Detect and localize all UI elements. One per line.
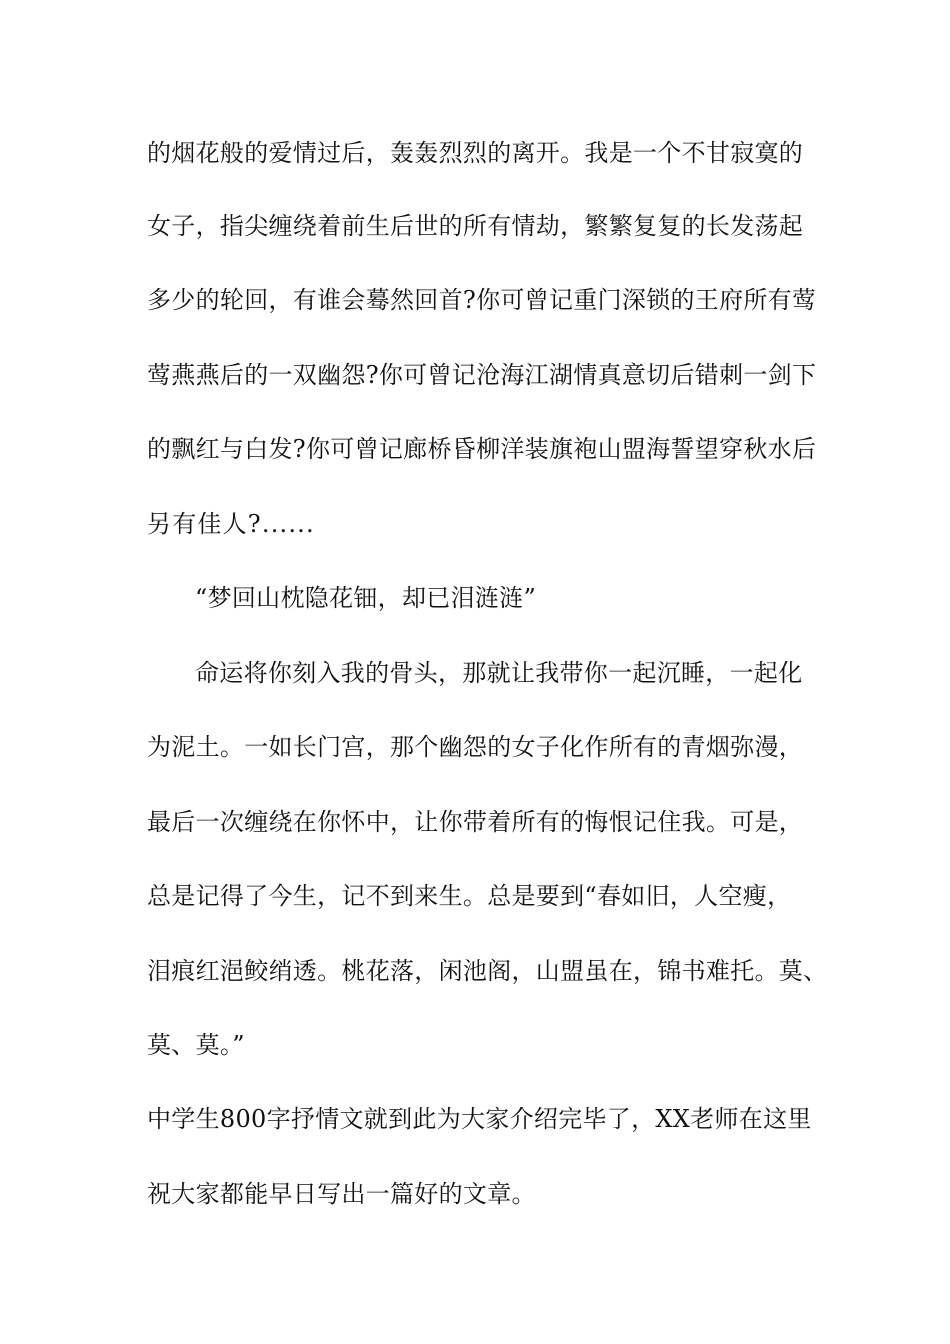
paragraph-2-line-2: 为泥土。一如长门宫，那个幽怨的女子化作所有的青烟弥漫， xyxy=(147,733,804,761)
paragraph-2-line-3: 最后一次缠绕在你怀中，让你带着所有的悔恨记住我。可是， xyxy=(147,808,804,836)
paragraph-1-line-6: 另有佳人?...... xyxy=(147,510,315,538)
closing-line-2: 祝大家都能早日写出一篇好的文章。 xyxy=(147,1180,536,1208)
paragraph-1-line-4: 莺燕燕后的一双幽怨?你可曾记沧海江湖情真意切后错刺一剑下 xyxy=(147,361,817,389)
paragraph-1-line-1: 的烟花般的爱情过后，轰轰烈烈的离开。我是一个不甘寂寞的 xyxy=(147,139,804,167)
quote-line: “梦回山枕隐花钿，却已泪涟涟” xyxy=(195,584,537,612)
paragraph-2-line-5: 泪痕红浥鲛绡透。桃花落，闲池阁，山盟虽在，锦书难托。莫、 xyxy=(147,957,828,985)
paragraph-1-line-5: 的飘红与白发?你可曾记廊桥昏柳洋装旗袍山盟海誓望穿秋水后 xyxy=(147,435,817,463)
paragraph-1-line-2: 女子，指尖缠绕着前生后世的所有情劫，繁繁复复的长发荡起 xyxy=(147,212,804,240)
closing-line-1: 中学生800字抒情文就到此为大家介绍完毕了，XX老师在这里 xyxy=(147,1105,812,1133)
paragraph-2-line-6: 莫、莫。” xyxy=(147,1031,245,1059)
paragraph-2-line-1: 命运将你刻入我的骨头，那就让我带你一起沉睡，一起化 xyxy=(195,659,803,687)
paragraph-1-line-3: 多少的轮回，有谁会蓦然回首?你可曾记重门深锁的王府所有莺 xyxy=(147,286,817,314)
paragraph-2-line-4: 总是记得了今生，记不到来生。总是要到“春如旧，人空瘦， xyxy=(147,882,792,910)
